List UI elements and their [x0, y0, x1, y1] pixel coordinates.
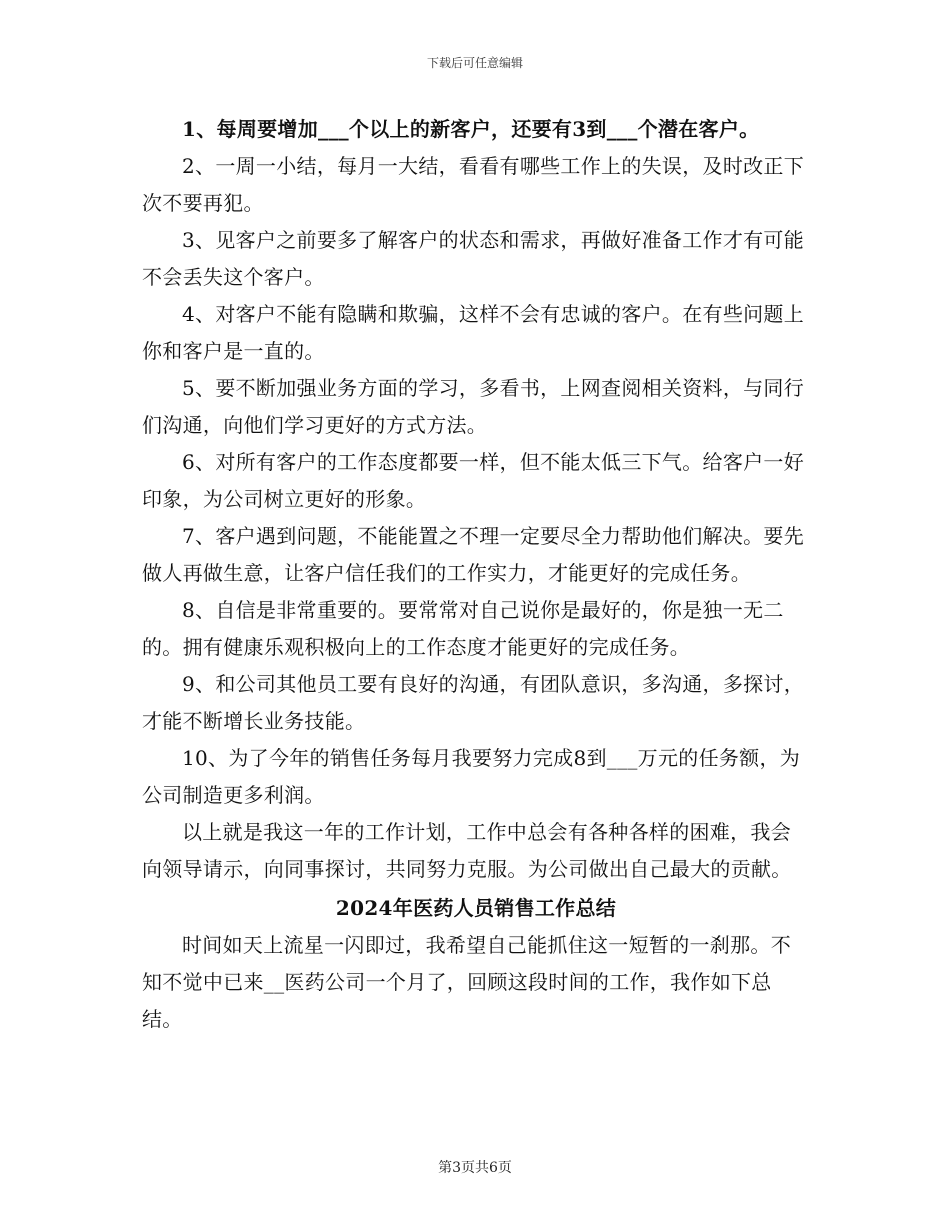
paragraph-item-9: 9、和公司其他员工要有良好的沟通，有团队意识，多沟通，多探讨，才能不断增长业务技能。 — [142, 672, 805, 733]
paragraph-item-10: 10、为了今年的销售任务每月我要努力完成8到___万元的任务额，为公司制造更多利润。 — [142, 746, 801, 807]
paragraph-item-6: 6、对所有客户的工作态度都要一样，但不能太低三下气。给客户一好印象，为公司树立更好的形象。 — [142, 450, 805, 511]
paragraph-item-7: 7、客户遇到问题，不能能置之不理一定要尽全力帮助他们解决。要先做人再做生意，让客户信任我们的工作实力，才能更好的完成任务。 — [142, 524, 805, 585]
page-header: 下载后可任意编辑 — [426, 56, 523, 70]
closing-paragraph: 以上就是我这一年的工作计划，工作中总会有各种各样的困难，我会向领导请示，向同事探讨，共同努力克服。为公司做出自己最大的贡献。 — [142, 820, 792, 881]
paragraph-item-4: 4、对客户不能有隐瞒和欺骗，这样不会有忠诚的客户。在有些问题上你和客户是一直的。 — [142, 302, 805, 363]
page-footer: 第3页共6页 — [438, 1160, 512, 1176]
paragraph-item-2: 2、一周一小结，每月一大结，看看有哪些工作上的失误，及时改正下次不要再犯。 — [142, 154, 805, 215]
paragraph-item-5: 5、要不断加强业务方面的学习，多看书，上网查阅相关资料，与同行们沟通，向他们学习更好的方式方法。 — [142, 376, 805, 437]
section-paragraph: 时间如天上流星一闪即过，我希望自己能抓住这一短暂的一刹那。不知不觉中已来__医药公司一个月了，回顾这段时间的工作，我作如下总结。 — [142, 933, 791, 1031]
paragraph-item-8: 8、自信是非常重要的。要常常对自己说你是最好的，你是独一无二的。拥有健康乐观积极向上的工作态度才能更好的完成任务。 — [142, 598, 784, 659]
document-body — [142, 111, 810, 1038]
paragraph-item-3: 3、见客户之前要多了解客户的状态和需求，再做好准备工作才有可能不会丢失这个客户。 — [142, 228, 805, 289]
section-title: 2024年医药人员销售工作总结 — [335, 896, 617, 920]
paragraph-item-1: 1、每周要增加___个以上的新客户，还要有3到___个潜在客户。 — [182, 117, 760, 141]
